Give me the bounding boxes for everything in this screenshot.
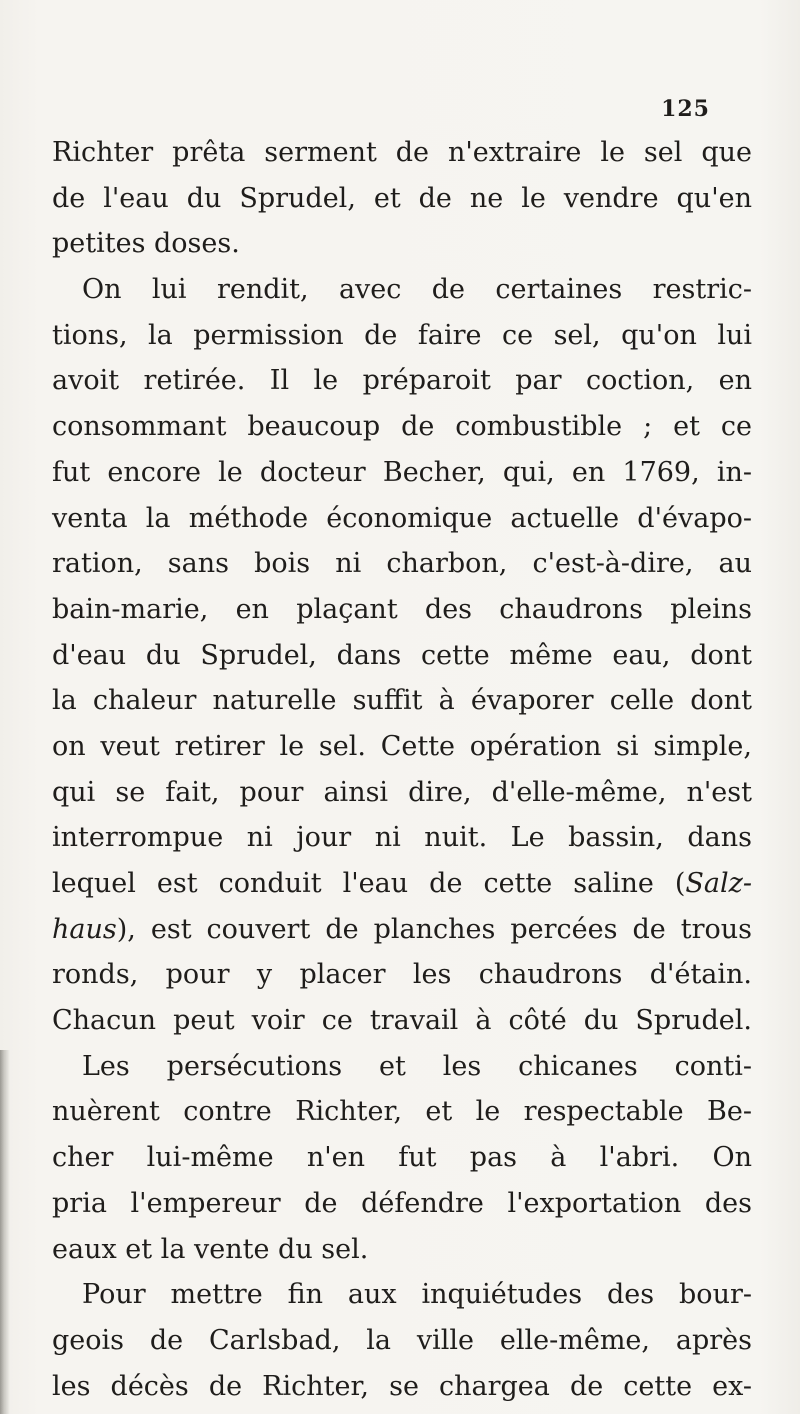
text-line: venta la méthode économique actuelle d'évapo- [52,502,752,534]
text-line: la chaleur naturelle suffit à évaporer celle dont [52,685,752,717]
text-segment: lequel est conduit l'eau de cette saline ( [52,868,686,899]
text-line: qui se fait, pour ainsi dire, d'elle-même, n'est [52,776,752,808]
text-line: d'eau du Sprudel, dans cette même eau, dont [52,639,752,671]
text-line: consommant beaucoup de combustible ; et ce [52,411,752,443]
text-line: avoit retirée. Il le préparoit par coction, en [52,365,752,397]
text-line: Chacun peut voir ce travail à côté du Sprudel. [52,1005,752,1037]
text-line: Richter prêta serment de n'extraire le sel que [52,137,752,168]
text-line: cher lui-même n'en fut pas à l'abri. On [52,1142,752,1174]
text-line: fut encore le docteur Becher, qui, en 1769, in- [52,456,752,488]
text-line-with-italic [52,907,752,953]
page-gutter-shadow [0,1050,10,1414]
italic-word-continued: haus [52,913,117,945]
text-segment-rest: ), est couvert de planches percées de trous [116,913,752,945]
page-number: 125 [661,96,710,122]
text-line: bain-marie, en plaçant des chaudrons pleins [52,593,752,625]
text-line: pria l'empereur de défendre l'exportation des [52,1187,752,1219]
text-line: tions, la permission de faire ce sel, qu'on lui [52,319,752,351]
text-line: petites doses. [52,228,240,260]
text-line: nuèrent contre Richter, et le respectable Be- [52,1096,752,1128]
text-line: eaux et la vente du sel. [52,1233,369,1265]
text-line: Les persécutions et les chicanes conti- [82,1050,752,1082]
text-line: ration, sans bois ni charbon, c'est-à-dire, au [52,548,752,580]
text-line: On lui rendit, avec de certaines restric- [82,274,752,306]
text-line: interrompue ni jour ni nuit. Le bassin, dans [52,822,752,854]
italic-word: Salz- [685,868,752,899]
text-line: Pour mettre fin aux inquiétudes des bour- [82,1279,752,1311]
text-line: geois de Carlsbad, la ville elle-même, après [52,1324,752,1356]
body-text [52,130,752,1409]
text-line: de l'eau du Sprudel, et de ne le vendre qu'en [52,182,752,214]
text-line: ronds, pour y placer les chaudrons d'étain. [52,959,752,991]
text-line: les décès de Richter, se chargea de cette ex- [52,1370,752,1402]
text-line: on veut retirer le sel. Cette opération si simple, [52,730,752,762]
text-line-with-italic [52,861,752,907]
